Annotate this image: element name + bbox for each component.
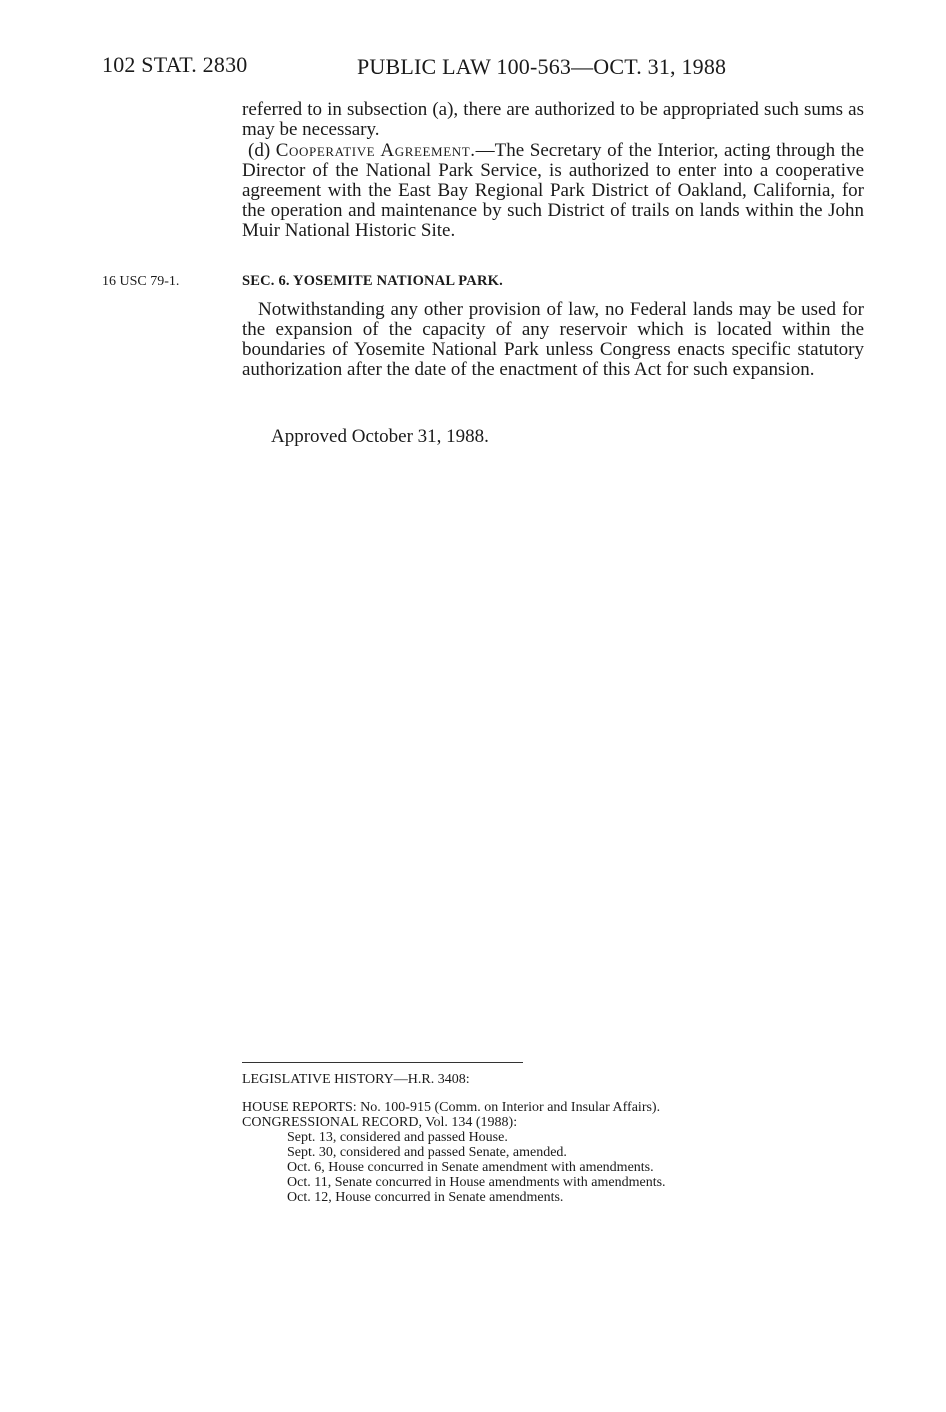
subsection-d-heading: Cooperative Agreement.: [275, 140, 476, 161]
section-6-body: Notwithstanding any other provision of law, no Federal lands may be used for the expansion of the capacity of any reservoir which is located within the boundaries of Yosemite National Park unless Congress enacts specific statutory authorization after the date of the enactment of this Act for such expansion.: [242, 299, 864, 380]
subsection-d-body: —The Secretary of the Interior, acting through the Director of the National Park Service, is authorized to enter into a cooperative agreement with the East Bay Regional Park District of Oakland, California, for the operation and maintenance by such District of trails on lands within the John Muir National Historic Site.: [242, 140, 865, 241]
history-entry: Oct. 12, House concurred in Senate amendments.: [287, 1190, 564, 1205]
history-entry: Oct. 6, House concurred in Senate amendment with amendments.: [287, 1160, 654, 1175]
subsection-d-label: (d): [248, 140, 271, 161]
running-head-title: PUBLIC LAW 100-563—OCT. 31, 1988: [357, 54, 727, 79]
subsection-d: [242, 141, 864, 241]
approval-date: Approved October 31, 1988.: [271, 426, 489, 447]
history-entry: Sept. 13, considered and passed House.: [287, 1130, 508, 1145]
congressional-record-line: CONGRESSIONAL RECORD, Vol. 134 (1988):: [242, 1115, 518, 1130]
history-entry: Oct. 11, Senate concurred in House amendments with amendments.: [287, 1175, 666, 1190]
subsection-c-continuation: [242, 100, 864, 140]
legislative-history-title: LEGISLATIVE HISTORY—H.R. 3408:: [242, 1072, 470, 1087]
house-reports-line: HOUSE REPORTS: No. 100-915 (Comm. on Interior and Insular Affairs).: [242, 1100, 661, 1115]
usc-margin-note: 16 USC 79-1.: [102, 274, 180, 289]
legislative-history: [242, 1100, 666, 1205]
section-6-heading: SEC. 6. YOSEMITE NATIONAL PARK.: [242, 273, 503, 289]
footnote-divider: [242, 1062, 523, 1063]
subsection-c-text: referred to in subsection (a), there are authorized to be appropriated such sums as may be necessary.: [242, 99, 864, 140]
history-entry: Sept. 30, considered and passed Senate, amended.: [287, 1145, 567, 1160]
stat-page-number: 102 STAT. 2830: [102, 52, 248, 77]
